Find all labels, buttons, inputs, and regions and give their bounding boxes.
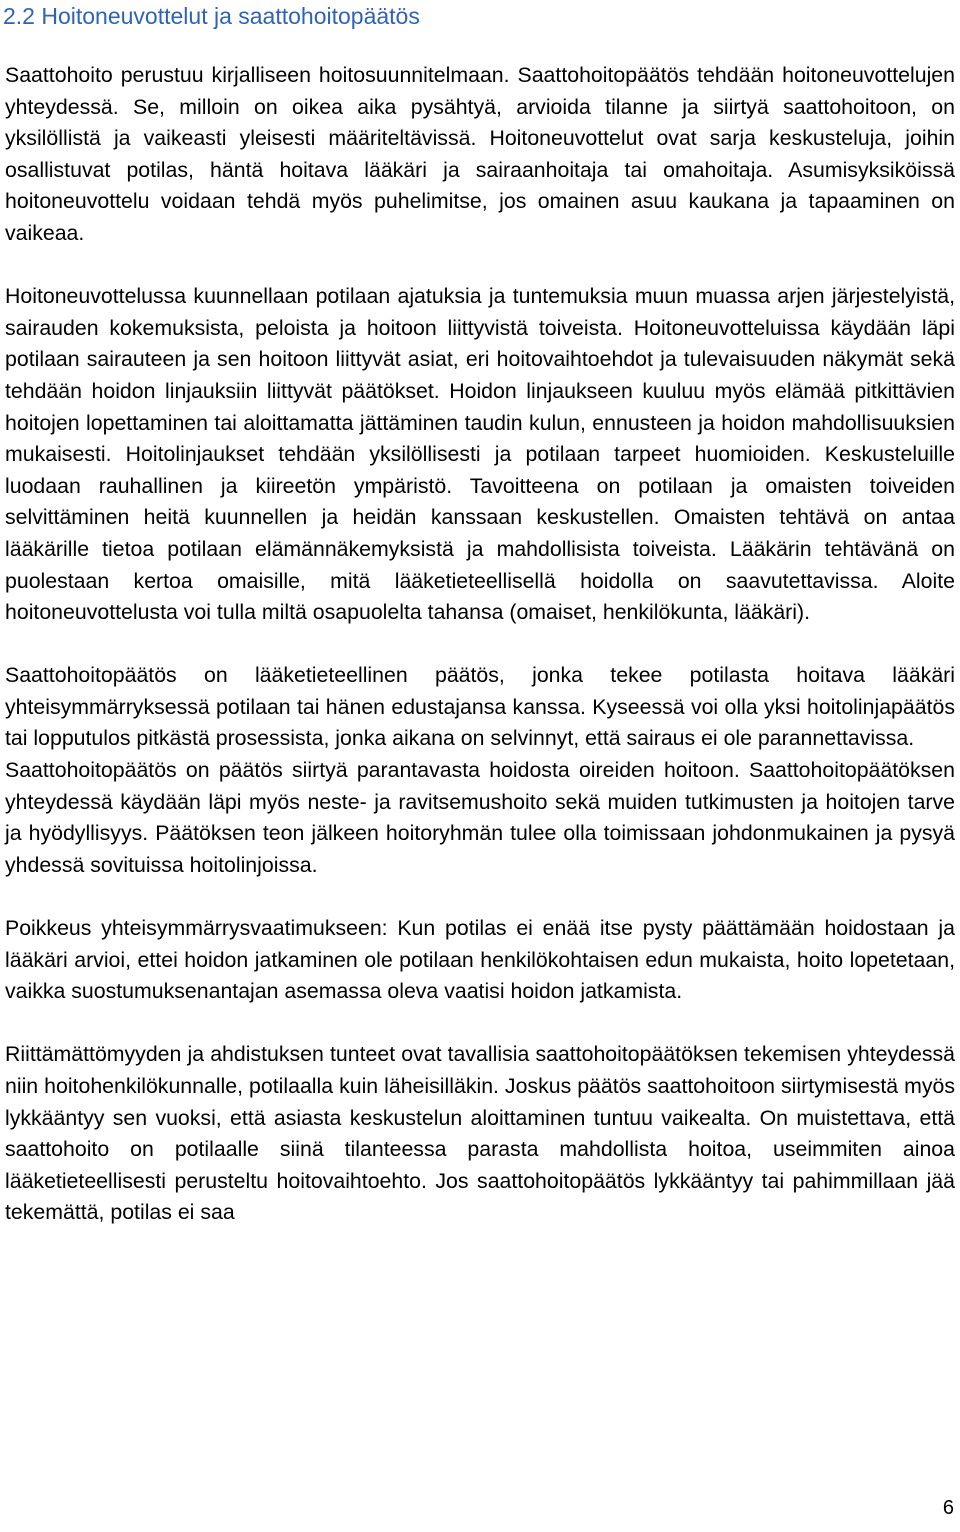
paragraph-negotiation: Hoitoneuvottelussa kuunnellaan potilaan ajatuksia ja tuntemuksia muun muassa arjen järjestelyistä, sairauden kokemuksista, peloista ja hoitoon liittyvistä toiveista. Hoitoneuvotteluissa käydään läpi potilaan sairauteen ja sen hoitoon liittyvät asiat, eri hoitovaihtoehdot ja tulevaisuuden näkymät sekä tehdään hoidon linjauksiin liittyvät päätökset. Hoidon linjaukseen kuuluu myös elämää pitkittävien hoitojen lopettaminen tai aloittamatta jättäminen taudin kulun, ennusteen ja hoidon mahdollisuuksien mukaisesti. Hoitolinjaukset tehdään yksilöllisesti ja potilaan tarpeet huomioiden. Keskusteluille luodaan rauhallinen ja kiireetön ympäristö. Tavoitteena on potilaan ja omaisten toiveiden selvittäminen heitä kuunnellen ja heidän kanssaan keskustellen. Omaisten tehtävä on antaa lääkärille tietoa potilaan elämännäkemyksistä ja mahdollisista toiveista. Lääkärin tehtävänä on puolestaan kertoa omaisille, mitä lääketieteellisellä hoidolla on saavutettavissa. Aloite hoitoneuvottelusta voi tulla miltä osapuolelta tahansa (omaiset, henkilökunta, lääkäri). — [5, 284, 955, 625]
page-number: 6 — [942, 1497, 954, 1519]
paragraph-decision: Saattohoitopäätös on lääketieteellinen päätös, jonka tekee potilasta hoitava lääkäri yhteisymmärryksessä potilaan tai hänen edustajansa kanssa. Kyseessä voi olla yksi hoitolinjapäätös tai lopputulos pitkästä prosessista, jonka aikana on selvinnyt, että sairaus ei ole parannettavissa. — [5, 663, 955, 751]
body-text — [5, 60, 955, 1229]
paragraph-decision-details: Saattohoitopäätös on päätös siirtyä parantavasta hoidosta oireiden hoitoon. Saattohoitopäätöksen yhteydessä käydään läpi myös neste- ja ravitsemushoito sekä muiden tutkimusten ja hoitojen tarve ja hyödyllisyys. Päätöksen teon jälkeen hoitoryhmän tulee olla toimissaan johdonmukainen ja pysyä yhdessä sovituissa hoitolinjoissa. — [5, 758, 955, 877]
paragraph-exception: Poikkeus yhteisymmärrysvaatimukseen: Kun potilas ei enää itse pysty päättämään hoidostaan ja lääkäri arvioi, ettei hoidon jatkaminen ole potilaan henkilökohtaisen edun mukaista, hoito lopetetaan, vaikka suostumuksenantajan asemassa oleva vaatisi hoidon jatkamista. — [5, 916, 955, 1004]
paragraph-intro: Saattohoito perustuu kirjalliseen hoitosuunnitelmaan. Saattohoitopäätös tehdään hoitoneuvottelujen yhteydessä. Se, milloin on oikea aika pysähtyä, arvioida tilanne ja siirtyä saattohoitoon, on yksilöllistä ja vaikeasti yleisesti määriteltävissä. Hoitoneuvottelut ovat sarja keskusteluja, joihin osallistuvat potilas, häntä hoitava lääkäri ja sairaanhoitaja tai omahoitaja. Asumisyksiköissä hoitoneuvottelu voidaan tehdä myös puhelimitse, jos omainen asuu kaukana ja tapaaminen on vaikeaa. — [5, 63, 955, 245]
paragraph-feelings: Riittämättömyyden ja ahdistuksen tunteet ovat tavallisia saattohoitopäätöksen tekemisen yhteydessä niin hoitohenkilökunnalle, potilaalla kuin läheisilläkin. Joskus päätös saattohoitoon siirtymisestä myös lykkääntyy sen vuoksi, että asiasta keskustelun aloittaminen tuntuu vaikealta. On muistettava, että saattohoito on potilaalle siinä tilanteessa parasta mahdollista hoitoa, useimmiten ainoa lääketieteellisesti perusteltu hoitovaihtoehto. Jos saattohoitopäätös lykkääntyy tai pahimmillaan jää tekemättä, potilas ei saa — [5, 1042, 955, 1225]
section-heading: 2.2 Hoitoneuvottelut ja saattohoitopäätös — [3, 3, 420, 29]
